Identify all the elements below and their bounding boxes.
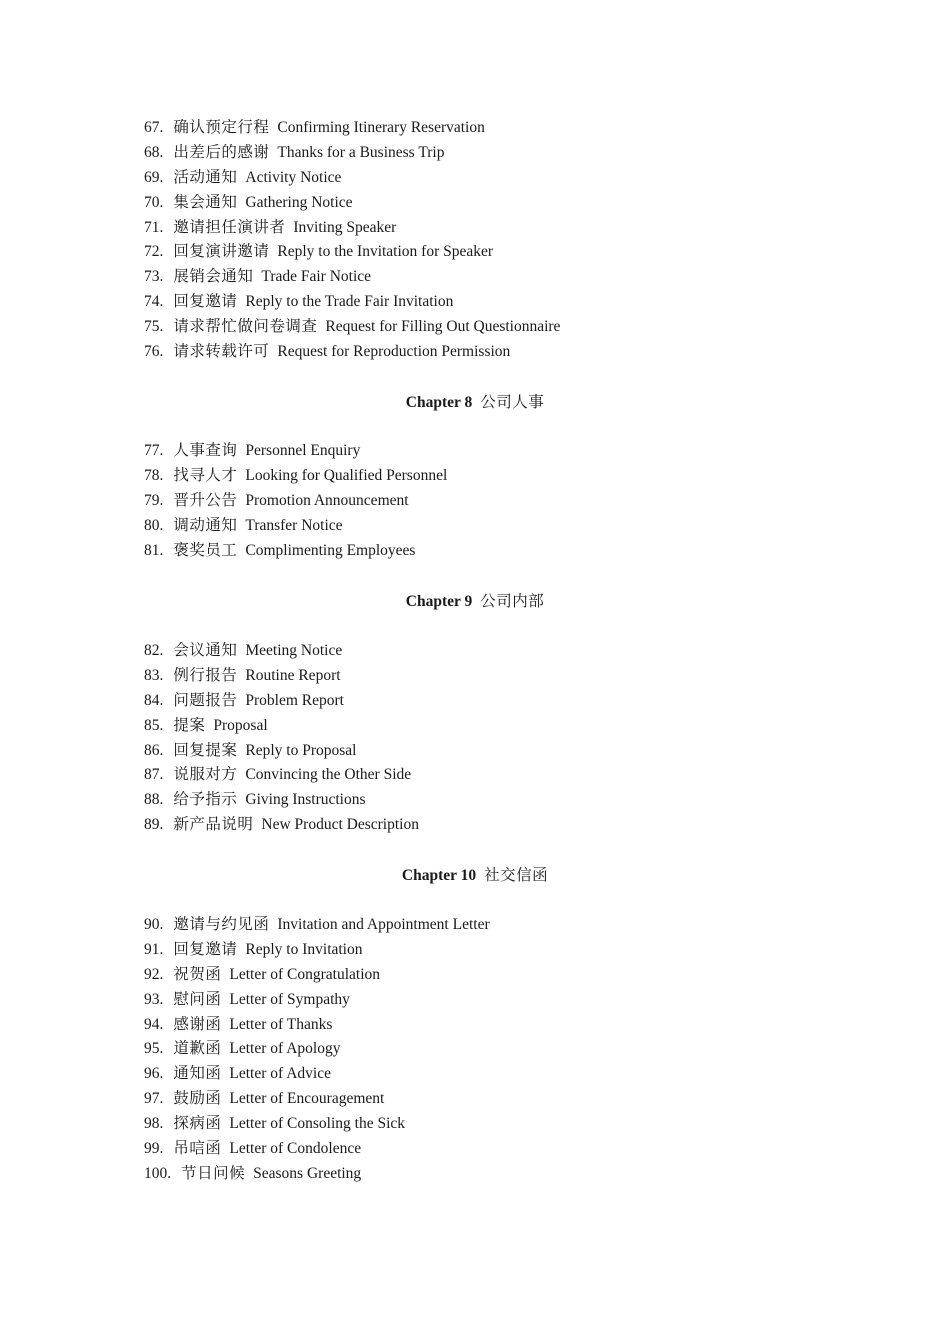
list-item: [144, 1062, 824, 1087]
entry-number: 100.: [144, 1164, 172, 1182]
entry-number: 93.: [144, 990, 164, 1008]
entry-title-zh: 会议通知: [173, 642, 238, 659]
entry-title-en: Gathering Notice: [245, 193, 353, 211]
entry-title-zh: 邀请与约见函: [173, 916, 270, 933]
entry-title-en: Reply to Proposal: [245, 741, 357, 759]
entry-number: 97.: [144, 1090, 164, 1108]
entry-list-chapter-8: [144, 439, 824, 563]
list-item: [144, 116, 824, 141]
entry-number: 99.: [144, 1140, 164, 1158]
entry-title-zh: 道歉函: [173, 1040, 222, 1058]
entry-title-en: Letter of Encouragement: [229, 1090, 385, 1108]
entry-title-en: Trade Fair Notice: [261, 268, 372, 286]
entry-title-zh: 回复邀请: [173, 293, 238, 311]
entry-title-en: Seasons Greeting: [253, 1164, 362, 1182]
entry-title-en: Letter of Consoling the Sick: [229, 1115, 406, 1133]
entry-number: 98.: [144, 1115, 164, 1133]
entry-list-chapter-10: [144, 913, 824, 1187]
list-item: [144, 1112, 824, 1137]
list-item: [144, 489, 824, 514]
entry-number: 92.: [144, 965, 164, 983]
entry-number: 89.: [144, 816, 164, 834]
entry-title-zh: 感谢函: [173, 1015, 222, 1033]
list-item: [144, 191, 824, 216]
entry-number: 79.: [144, 491, 164, 509]
entry-number: 83.: [144, 666, 164, 684]
list-item: [144, 1087, 824, 1112]
list-item: [144, 1162, 824, 1187]
entry-number: 67.: [144, 119, 164, 136]
chapter-label: Chapter 9: [405, 593, 473, 610]
list-item: [144, 290, 824, 315]
entry-title-en: Proposal: [213, 716, 268, 734]
list-item: [144, 1137, 824, 1162]
entry-title-zh: 请求帮忙做问卷调查: [173, 318, 318, 336]
entry-title-zh: 找寻人才: [173, 466, 238, 484]
entry-title-en: Activity Notice: [245, 168, 342, 186]
entry-title-zh: 集会通知: [173, 193, 238, 211]
list-item: [144, 539, 824, 564]
list-item: [144, 788, 824, 813]
entry-number: 84.: [144, 691, 164, 709]
entry-title-zh: 通知函: [173, 1065, 222, 1083]
entry-list-chapter-7: [144, 116, 824, 365]
entry-title-en: New Product Description: [261, 816, 419, 834]
entry-number: 77.: [144, 442, 164, 459]
entry-title-zh: 展销会通知: [173, 268, 254, 286]
entry-title-zh: 说服对方: [173, 766, 238, 784]
entry-title-en: Letter of Congratulation: [229, 965, 381, 983]
entry-title-en: Letter of Sympathy: [229, 990, 350, 1008]
entry-number: 94.: [144, 1015, 164, 1033]
entry-list-chapter-9: [144, 639, 824, 838]
entry-title-en: Convincing the Other Side: [245, 766, 412, 784]
entry-title-zh: 回复邀请: [173, 940, 238, 958]
entry-title-en: Letter of Thanks: [229, 1015, 333, 1033]
list-item: [144, 664, 824, 689]
entry-number: 86.: [144, 741, 164, 759]
entry-title-zh: 鼓励函: [173, 1090, 222, 1108]
entry-number: 75.: [144, 318, 164, 336]
entry-number: 80.: [144, 516, 164, 534]
entry-number: 70.: [144, 193, 164, 211]
entry-number: 88.: [144, 791, 164, 809]
entry-title-en: Transfer Notice: [245, 516, 343, 534]
entry-title-en: Request for Filling Out Questionnaire: [325, 318, 561, 336]
entry-title-en: Thanks for a Business Trip: [277, 143, 445, 161]
entry-number: 73.: [144, 268, 164, 286]
entry-title-zh: 慰问函: [173, 990, 222, 1008]
entry-number: 90.: [144, 916, 164, 933]
entry-number: 85.: [144, 716, 164, 734]
list-item: [144, 265, 824, 290]
entry-title-en: Reply to Invitation: [245, 940, 363, 958]
list-item: [144, 739, 824, 764]
entry-title-en: Invitation and Appointment Letter: [277, 916, 490, 933]
entry-title-zh: 新产品说明: [173, 816, 254, 834]
entry-title-zh: 祝贺函: [173, 965, 222, 983]
list-item: [144, 166, 824, 191]
entry-title-zh: 回复演讲邀请: [173, 243, 270, 261]
list-item: [144, 913, 824, 938]
entry-number: 87.: [144, 766, 164, 784]
entry-title-en: Giving Instructions: [245, 791, 366, 809]
chapter-heading-10: [0, 864, 950, 888]
entry-number: 72.: [144, 243, 164, 261]
entry-number: 95.: [144, 1040, 164, 1058]
list-item: [144, 340, 824, 365]
entry-number: 82.: [144, 642, 164, 659]
entry-number: 71.: [144, 218, 164, 236]
entry-title-en: Confirming Itinerary Reservation: [277, 119, 485, 136]
entry-title-zh: 晋升公告: [173, 491, 238, 509]
entry-title-zh: 给予指示: [173, 791, 238, 809]
list-item: [144, 216, 824, 241]
chapter-heading-9: [0, 590, 950, 614]
list-item: [144, 763, 824, 788]
entry-title-zh: 回复提案: [173, 741, 238, 759]
chapter-heading-8: [0, 391, 950, 415]
entry-title-en: Complimenting Employees: [245, 541, 416, 559]
entry-title-en: Reply to the Trade Fair Invitation: [245, 293, 454, 311]
entry-title-en: Reply to the Invitation for Speaker: [277, 243, 494, 261]
entry-number: 81.: [144, 541, 164, 559]
list-item: [144, 963, 824, 988]
entry-title-zh: 提案: [173, 716, 206, 734]
entry-number: 74.: [144, 293, 164, 311]
list-item: [144, 439, 824, 464]
entry-number: 78.: [144, 466, 164, 484]
entry-title-en: Meeting Notice: [245, 642, 343, 659]
chapter-label: Chapter 8: [405, 394, 473, 411]
entry-title-en: Inviting Speaker: [293, 218, 397, 236]
entry-title-en: Routine Report: [245, 666, 341, 684]
entry-title-zh: 褒奖员工: [173, 541, 238, 559]
entry-title-en: Letter of Apology: [229, 1040, 341, 1058]
list-item: [144, 1037, 824, 1062]
list-item: [144, 639, 824, 664]
entry-title-en: Letter of Advice: [229, 1065, 331, 1083]
chapter-title-zh: 公司内部: [480, 593, 545, 610]
list-item: [144, 813, 824, 838]
entry-number: 69.: [144, 168, 164, 186]
entry-number: 76.: [144, 343, 164, 361]
entry-title-en: Request for Reproduction Permission: [277, 343, 511, 361]
chapter-label: Chapter 10: [401, 867, 477, 884]
entry-title-zh: 调动通知: [173, 516, 238, 534]
entry-title-en: Looking for Qualified Personnel: [245, 466, 448, 484]
entry-title-en: Letter of Condolence: [229, 1140, 362, 1158]
chapter-title-zh: 社交信函: [484, 867, 549, 884]
entry-title-zh: 问题报告: [173, 691, 238, 709]
list-item: [144, 714, 824, 739]
entry-title-zh: 节日问候: [181, 1164, 246, 1182]
list-item: [144, 315, 824, 340]
entry-title-zh: 吊唁函: [173, 1140, 222, 1158]
list-item: [144, 514, 824, 539]
list-item: [144, 464, 824, 489]
list-item: [144, 938, 824, 963]
entry-title-en: Personnel Enquiry: [245, 442, 361, 459]
entry-title-zh: 确认预定行程: [173, 119, 270, 136]
list-item: [144, 1013, 824, 1038]
entry-title-zh: 出差后的感谢: [173, 143, 270, 161]
entry-number: 68.: [144, 143, 164, 161]
entry-number: 91.: [144, 940, 164, 958]
entry-title-zh: 人事查询: [173, 442, 238, 459]
list-item: [144, 689, 824, 714]
entry-title-zh: 例行报告: [173, 666, 238, 684]
chapter-title-zh: 公司人事: [480, 394, 545, 411]
list-item: [144, 141, 824, 166]
list-item: [144, 988, 824, 1013]
entry-title-en: Promotion Announcement: [245, 491, 409, 509]
entry-number: 96.: [144, 1065, 164, 1083]
list-item: [144, 240, 824, 265]
entry-title-zh: 探病函: [173, 1115, 222, 1133]
entry-title-zh: 邀请担任演讲者: [173, 218, 286, 236]
entry-title-zh: 请求转载许可: [173, 343, 270, 361]
entry-title-zh: 活动通知: [173, 168, 238, 186]
entry-title-en: Problem Report: [245, 691, 344, 709]
